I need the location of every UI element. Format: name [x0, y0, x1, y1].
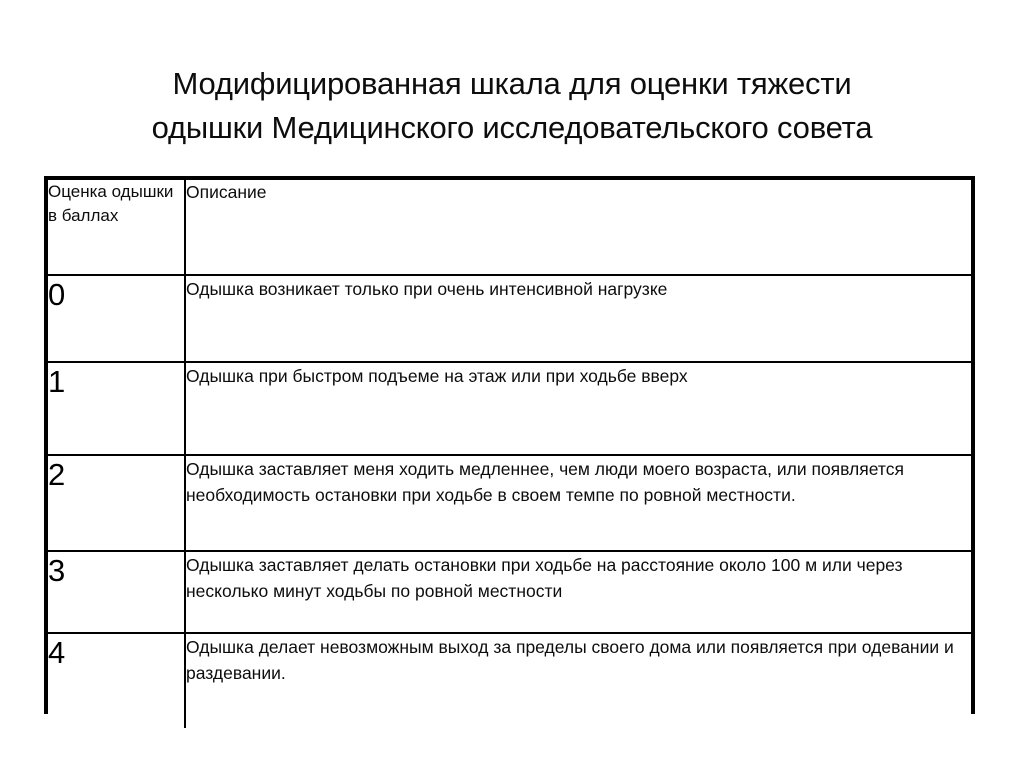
table-row [48, 551, 971, 633]
table-row [48, 633, 971, 728]
score-value: 1 [48, 364, 66, 399]
table-row [48, 455, 971, 551]
cell-description-3 [185, 551, 971, 633]
description-value: Одышка делает невозможным выход за пределы своего дома или появляется при одевании и раздевании. [186, 637, 954, 683]
column-header-score [48, 180, 185, 275]
table-row [48, 275, 971, 362]
score-value: 3 [48, 553, 66, 588]
column-header-score-label: Оценка одышки в баллах [48, 182, 174, 225]
page-title-line-2: одышки Медицинского исследовательского совета [151, 110, 873, 145]
column-header-description [185, 180, 971, 275]
score-value: 4 [48, 635, 66, 670]
description-value: Одышка заставляет меня ходить медленнее, чем люди моего возраста, или появляется необходимость остановки при ходьбе в своем темпе по ровной местности. [186, 459, 904, 505]
dyspnea-scale-table [44, 176, 975, 714]
cell-score-2 [48, 455, 185, 551]
cell-score-4 [48, 633, 185, 728]
column-header-description-label: Описание [186, 182, 267, 202]
page-title-line-1: Модифицированная шкала для оценки тяжести [172, 66, 852, 101]
cell-description-4 [185, 633, 971, 728]
cell-score-3 [48, 551, 185, 633]
cell-description-2 [185, 455, 971, 551]
table-row [48, 362, 971, 455]
cell-score-0 [48, 275, 185, 362]
score-value: 2 [48, 457, 66, 492]
description-value: Одышка возникает только при очень интенсивной нагрузке [186, 279, 668, 299]
cell-description-1 [185, 362, 971, 455]
table-header-row [48, 180, 971, 275]
description-value: Одышка при быстром подъеме на этаж или при ходьбе вверх [186, 366, 688, 386]
score-value: 0 [48, 277, 66, 312]
cell-description-0 [185, 275, 971, 362]
description-value: Одышка заставляет делать остановки при ходьбе на расстояние около 100 м или через несколько минут ходьбы по ровной местности [186, 555, 903, 601]
page-title [62, 62, 962, 150]
scale-grid [48, 180, 971, 728]
cell-score-1 [48, 362, 185, 455]
